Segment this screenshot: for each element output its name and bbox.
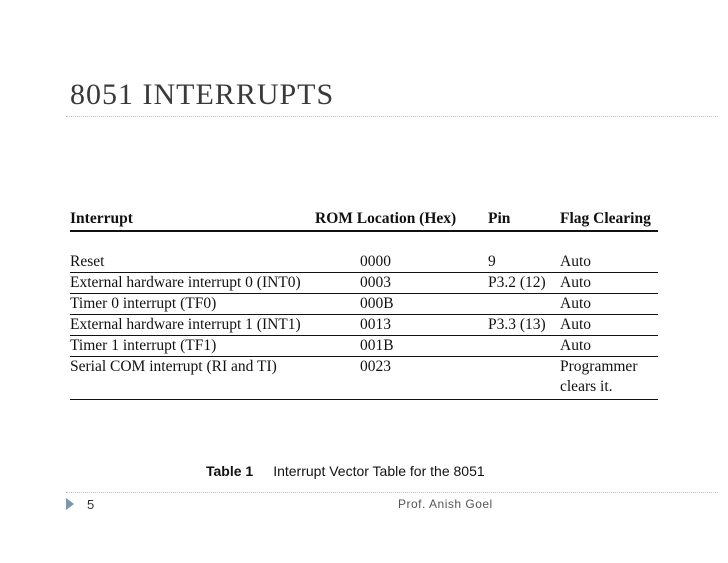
cell-interrupt: External hardware interrupt 0 (INT0) (70, 274, 301, 291)
cell-rom-location: 0000 (360, 253, 391, 270)
interrupt-vector-table (70, 208, 658, 400)
table-row (70, 336, 658, 357)
page-number: 5 (87, 497, 95, 512)
cell-rom-location: 0023 (360, 358, 391, 375)
footer-divider (66, 492, 718, 493)
title-divider (66, 116, 718, 117)
table-row (70, 294, 658, 315)
cell-flag-clearing: Programmer clears it. (560, 358, 638, 395)
table-row (70, 252, 658, 273)
table-header-row (70, 208, 658, 232)
cell-rom-location: 0013 (360, 316, 391, 333)
header-gap (70, 232, 658, 252)
header-pin: Pin (488, 210, 511, 227)
header-interrupt: Interrupt (70, 210, 133, 227)
cell-flag-clearing: Auto (560, 274, 591, 291)
cell-interrupt: Serial COM interrupt (RI and TI) (70, 358, 277, 375)
header-flag-clearing: Flag Clearing (560, 210, 651, 227)
cell-flag-clearing: Auto (560, 337, 591, 354)
cell-rom-location: 001B (360, 337, 394, 354)
table-row (70, 357, 658, 400)
header-rom-location: ROM Location (Hex) (315, 210, 457, 227)
caption-text: Interrupt Vector Table for the 8051 (273, 463, 485, 479)
cell-flag-clearing: Auto (560, 253, 591, 270)
table-row (70, 273, 658, 294)
cell-interrupt: Timer 1 interrupt (TF1) (70, 337, 217, 354)
cell-pin: P3.2 (12) (488, 274, 546, 291)
cell-rom-location: 0003 (360, 274, 391, 291)
cell-interrupt: Timer 0 interrupt (TF0) (70, 295, 217, 312)
cell-rom-location: 000B (360, 295, 394, 312)
cell-interrupt: External hardware interrupt 1 (INT1) (70, 316, 301, 333)
cell-flag-clearing: Auto (560, 295, 591, 312)
cell-pin: P3.3 (13) (488, 316, 546, 333)
table-caption (206, 463, 485, 479)
caption-label: Table 1 (206, 463, 254, 479)
triangle-bullet-icon (66, 498, 74, 510)
table-row (70, 315, 658, 336)
cell-flag-clearing: Auto (560, 316, 591, 333)
cell-pin: 9 (488, 253, 496, 270)
slide-title: 8051 INTERRUPTS (70, 78, 335, 111)
footer-author: Prof. Anish Goel (398, 497, 493, 511)
cell-interrupt: Reset (70, 253, 105, 270)
